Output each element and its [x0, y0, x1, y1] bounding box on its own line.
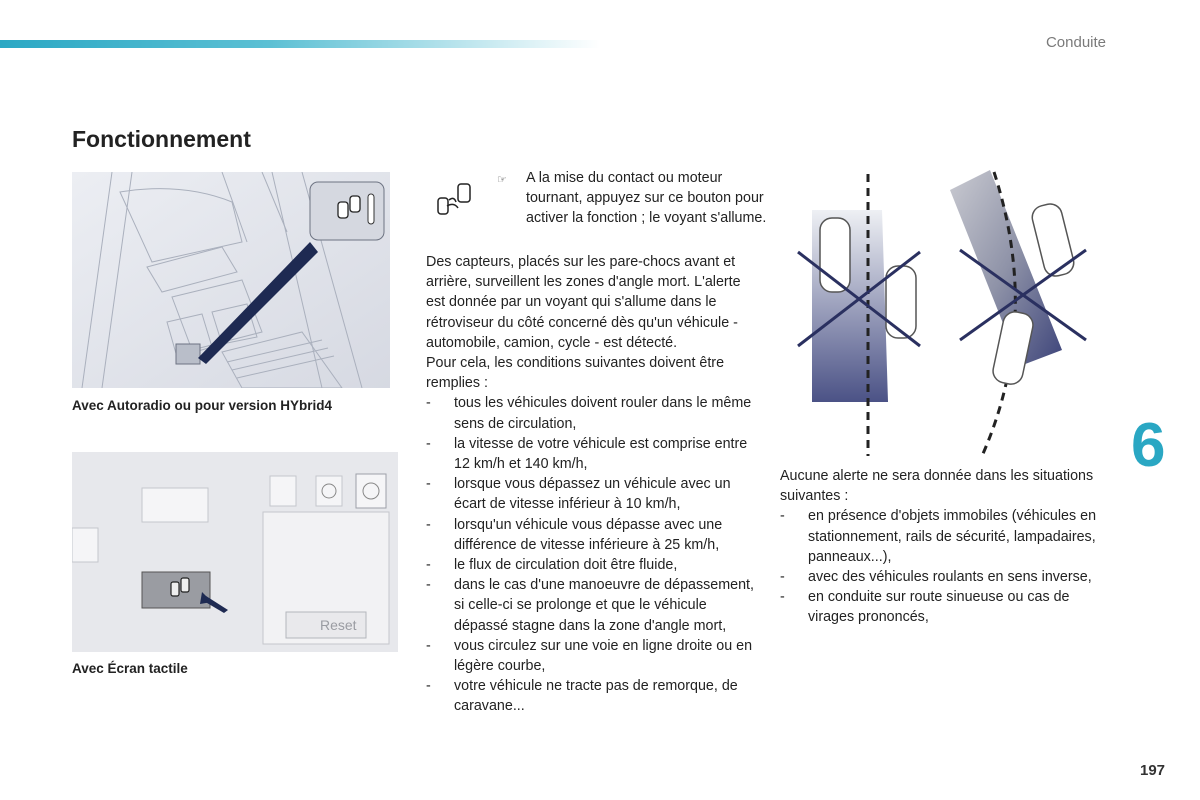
conditions-list: [426, 393, 756, 716]
console-illustration: [72, 172, 390, 388]
list-item: - le flux de circulation doit être fluide,: [426, 557, 678, 574]
reset-label: Reset: [320, 617, 357, 633]
chapter-number: 6: [1131, 411, 1166, 480]
blind-spot-button-icon: [434, 180, 478, 220]
list-item: - en conduite sur route sinueuse ou cas de virages prononcés,: [780, 589, 1070, 626]
list-item: - la vitesse de votre véhicule est comprise entre 12 km/h et 140 km/h,: [426, 435, 748, 473]
header-accent-bar: [0, 40, 600, 48]
list-item: - dans le cas d'une manoeuvre de dépassement, si celle-ci se prolonge et que le véhicule dépassé stagne dans la zone d'angle mort,: [426, 577, 754, 634]
list-item: - vous circulez sur une voie en ligne droite ou en légère courbe,: [426, 637, 753, 675]
page-number: 197: [1140, 762, 1166, 779]
list-item: - en présence d'objets immobiles (véhicules en stationnement, rails de sécurité, lampadaires, panneaux...),: [780, 508, 1097, 565]
sensors-paragraph: Des capteurs, placés sur les pare-chocs avant et arrière, surveillent les zones d'angle mort. L'alerte est donnée par un voyant qui s'allume dans le rétroviseur du côté concerné dès qu'un véhicule - automobile, camion, cycle - est détecté.: [426, 254, 741, 351]
conditions-intro: Pour cela, les conditions suivantes doivent être remplies :: [426, 355, 725, 392]
console-caption: Avec Autoradio ou pour version HYbrid4: [72, 398, 333, 413]
pointing-hand-icon: ☞: [497, 174, 507, 186]
page-title: Fonctionnement: [72, 126, 251, 152]
touchscreen-caption: Avec Écran tactile: [72, 661, 188, 676]
list-item: - votre véhicule ne tracte pas de remorque, de caravane...: [426, 678, 738, 715]
list-item: - lorsque vous dépassez un véhicule avec un écart de vitesse inférieur à 10 km/h,: [426, 476, 731, 513]
touchscreen-illustration: [72, 452, 398, 652]
list-item: - avec des véhicules roulants en sens inverse,: [780, 569, 1092, 586]
list-item: - tous les véhicules doivent rouler dans le même sens de circulation,: [426, 395, 752, 432]
section-label: Conduite: [1045, 34, 1106, 51]
list-item: - lorsqu'un véhicule vous dépasse avec une différence de vitesse inférieure à 25 km/h,: [426, 516, 723, 553]
blind-spot-diagram: [780, 170, 1110, 460]
intro-text: A la mise du contact ou moteur tournant, appuyez sur ce bouton pour activer la fonction ; le voyant s'allume.: [526, 170, 767, 227]
exceptions-list: [780, 506, 1110, 627]
intro-instruction: [498, 168, 768, 229]
main-column: [426, 252, 756, 717]
no-alert-intro: Aucune alerte ne sera donnée dans les situations suivantes :: [780, 468, 1094, 505]
right-column: [780, 466, 1110, 628]
